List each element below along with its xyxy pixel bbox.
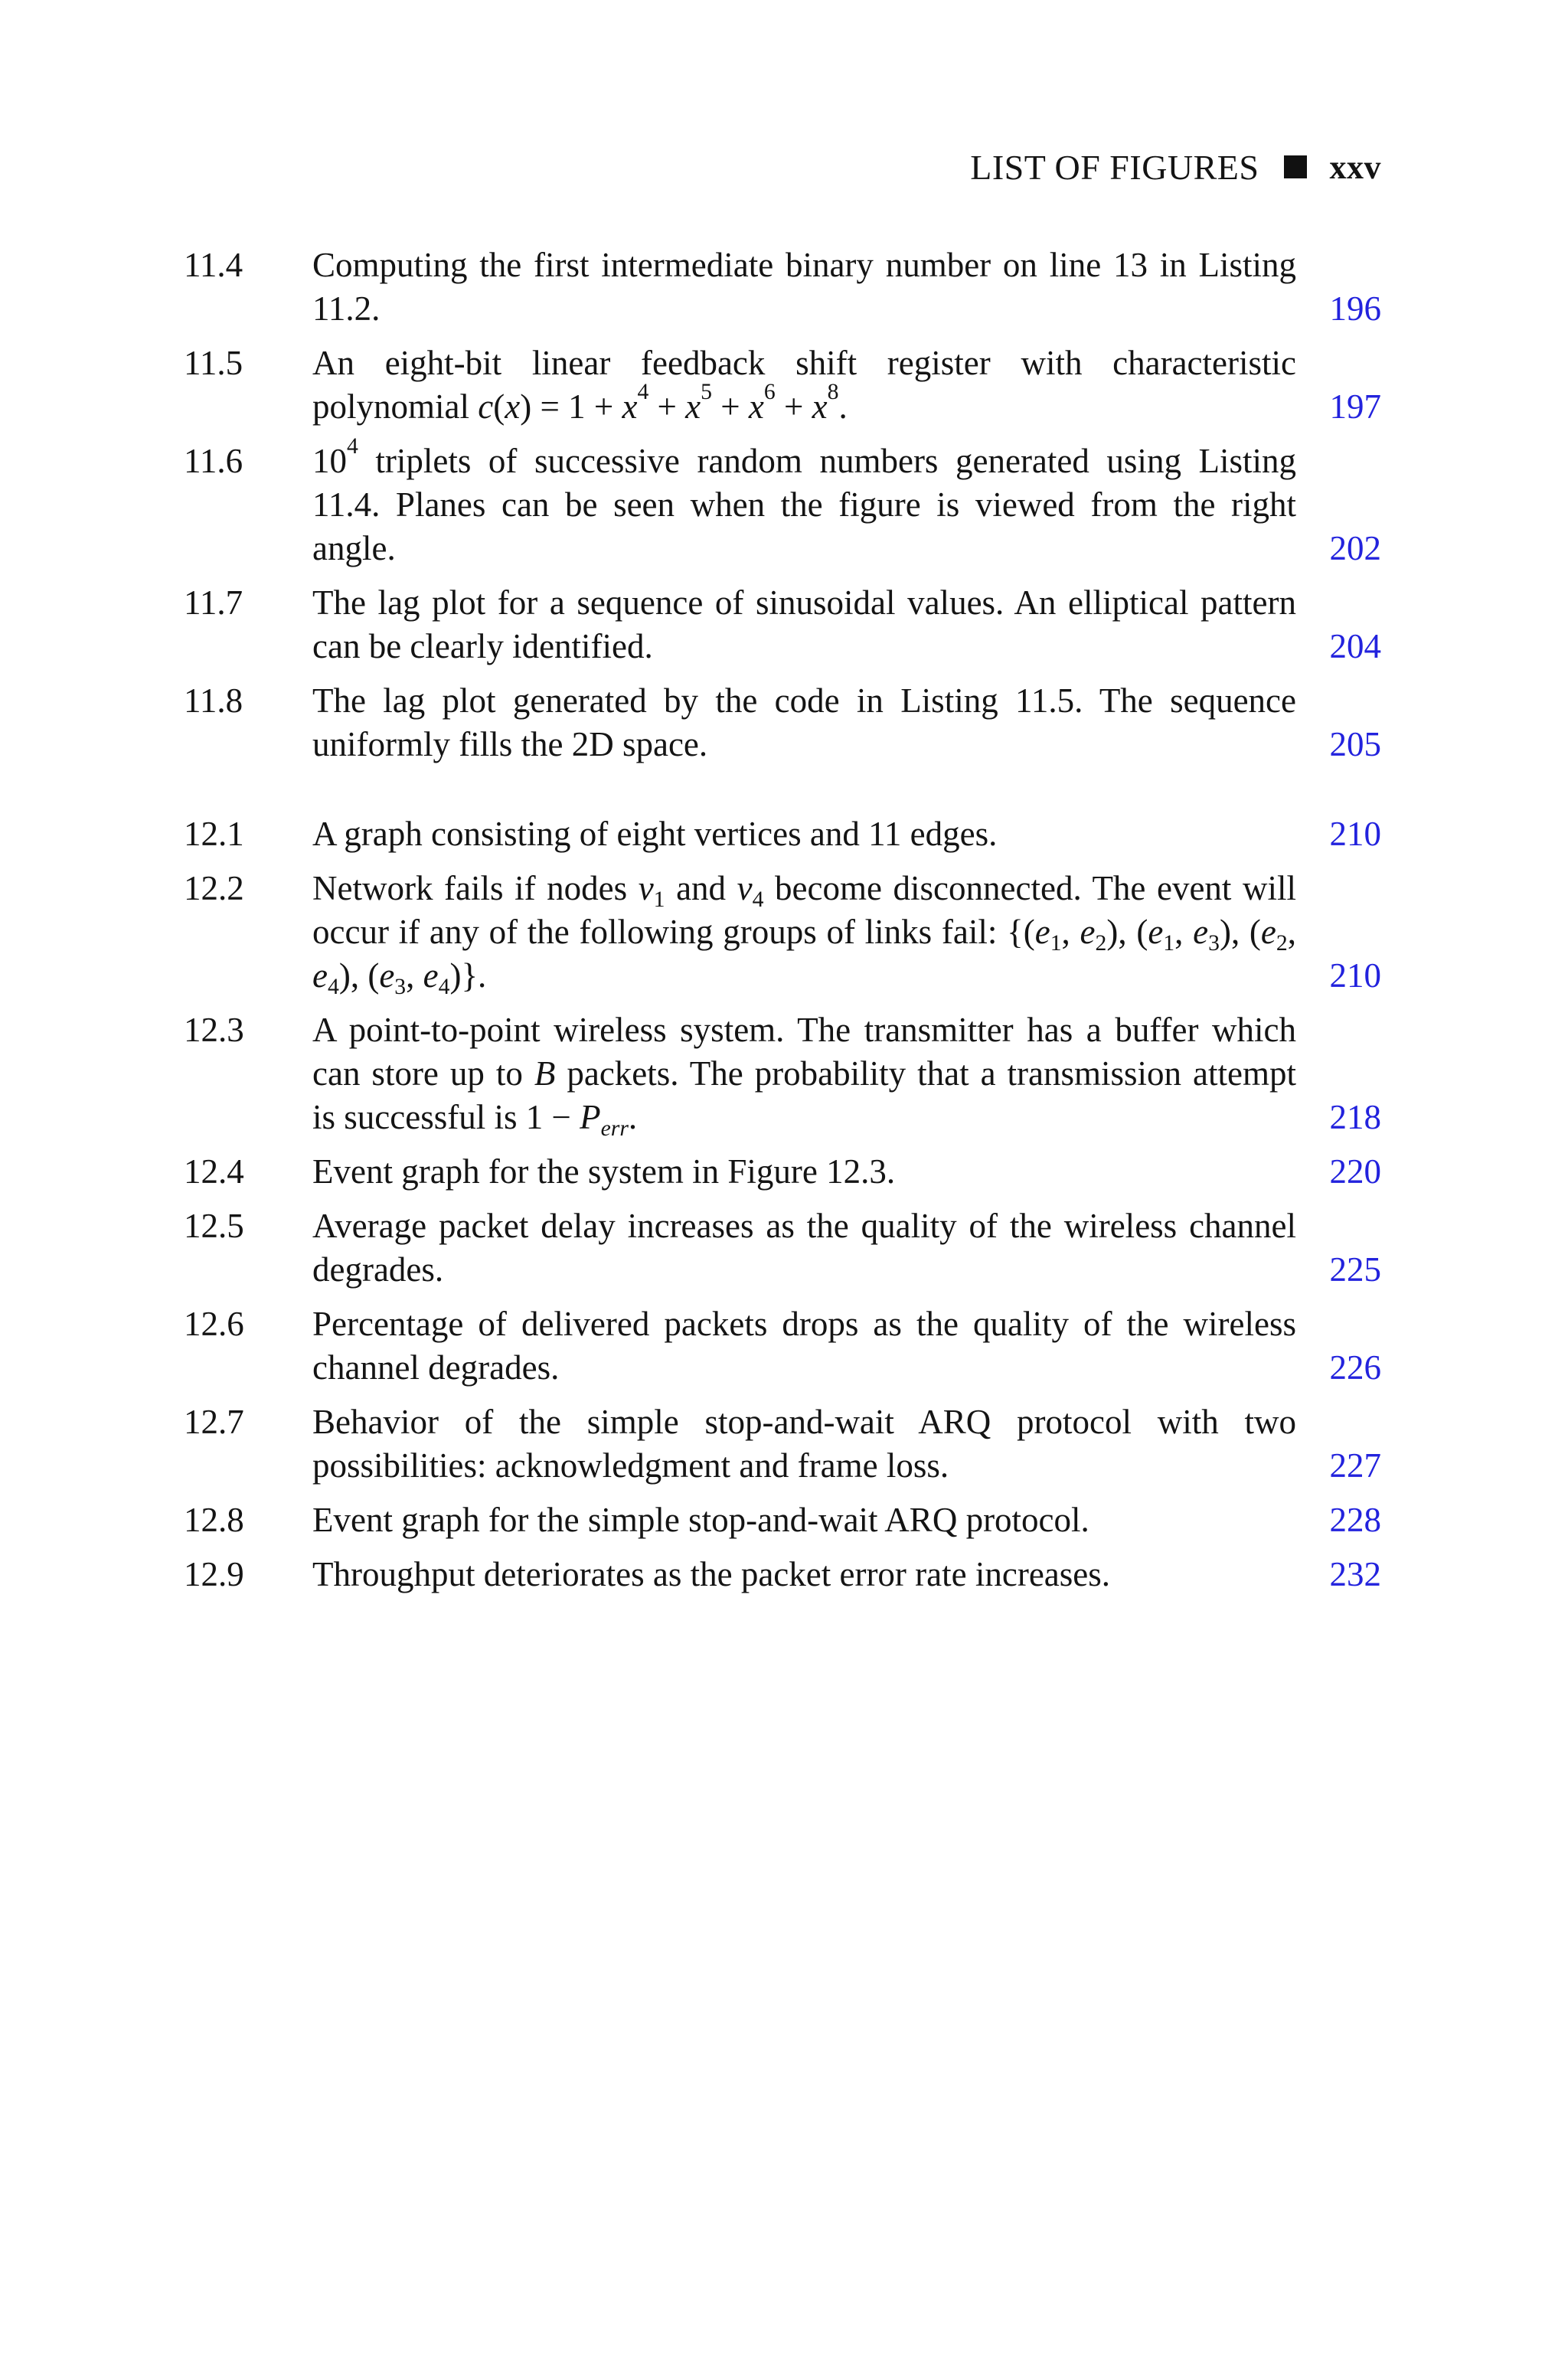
figure-caption: $10^4$ triplets of successive random numbers generated using Listing 11.4. Planes can be seen when the figure is viewed from the right angle.	[312, 433, 1296, 567]
page-link[interactable]: 196	[1329, 289, 1381, 328]
running-header	[970, 144, 1381, 190]
figure-caption: Average packet delay increases as the quality of the wireless channel degrades.	[312, 1207, 1296, 1289]
figure-caption: Behavior of the simple stop-and-wait ARQ protocol with two possibilities: acknowledgment and frame loss.	[312, 1403, 1296, 1485]
page-link[interactable]: 204	[1329, 627, 1381, 665]
figure-caption: Network fails if nodes $v_1$ and $v_4$ become disconnected. The event will occur if any of the following groups of links fail: {($e_1$, $e_2$), ($e_1$, $e_3$), ($e_2$, $e_4$), ($e_3$, $e_4$)}.	[312, 869, 1296, 999]
figure-entry	[184, 1498, 1381, 1542]
page-link[interactable]: 226	[1329, 1348, 1381, 1387]
figure-entry	[184, 243, 1381, 331]
figure-caption: Throughput deteriorates as the packet error rate increases.	[312, 1555, 1111, 1593]
figure-entry	[184, 867, 1381, 998]
page-link[interactable]: 227	[1329, 1446, 1381, 1485]
page-link[interactable]: 232	[1329, 1555, 1381, 1593]
list-of-figures	[184, 243, 1381, 1607]
page-link[interactable]: 202	[1329, 529, 1381, 567]
figure-number: 12.6	[184, 1305, 244, 1343]
figure-caption: Computing the first intermediate binary number on line 13 in Listing 11.2.	[312, 246, 1296, 328]
figure-caption: Event graph for the simple stop-and-wait ARQ protocol.	[312, 1501, 1089, 1539]
page-link[interactable]: 197	[1329, 387, 1381, 426]
figure-number: 12.1	[184, 815, 244, 853]
page-link[interactable]: 210	[1329, 956, 1381, 995]
figure-caption: A graph consisting of eight vertices and 11 edges.	[312, 815, 998, 853]
figure-number: 12.7	[184, 1403, 244, 1441]
figure-entry	[184, 1400, 1381, 1488]
figure-entry	[184, 581, 1381, 668]
figure-number: 12.2	[184, 869, 244, 907]
figure-number: 12.5	[184, 1207, 244, 1245]
figure-caption: A point-to-point wireless system. The transmitter has a buffer which can store up to B packets. The probability that a transmission attempt is successful is $1 - P_{err}$.	[312, 1011, 1296, 1141]
page-link[interactable]: 210	[1329, 815, 1381, 853]
figure-entry	[184, 341, 1381, 429]
page-link[interactable]: 228	[1329, 1501, 1381, 1539]
page-link[interactable]: 205	[1329, 725, 1381, 763]
figure-entry	[184, 1302, 1381, 1390]
figure-entry	[184, 433, 1381, 570]
figure-caption: The lag plot generated by the code in Listing 11.5. The sequence uniformly fills the 2D space.	[312, 681, 1296, 763]
figure-caption: An eight-bit linear feedback shift register with characteristic polynomial $c(x) = 1 + x^4 + x^5 + x^6 + x^8$.	[312, 344, 1296, 426]
figure-caption: The lag plot for a sequence of sinusoidal values. An elliptical pattern can be clearly identified.	[312, 583, 1296, 665]
figure-entry	[184, 1150, 1381, 1194]
figure-entry	[184, 1204, 1381, 1292]
figure-number: 12.4	[184, 1152, 244, 1191]
figure-caption: Percentage of delivered packets drops as the quality of the wireless channel degrades.	[312, 1305, 1296, 1387]
square-bullet-icon	[1284, 155, 1307, 178]
figure-number: 12.9	[184, 1555, 244, 1593]
figure-number: 12.3	[184, 1011, 244, 1049]
figure-caption: Event graph for the system in Figure 12.3.	[312, 1152, 896, 1191]
figure-number: 11.6	[184, 442, 243, 480]
page-link[interactable]: 218	[1329, 1098, 1381, 1136]
figure-number: 11.8	[184, 681, 243, 720]
figure-entry	[184, 812, 1381, 856]
figure-number: 12.8	[184, 1501, 244, 1539]
figure-number: 11.5	[184, 344, 243, 382]
figure-entry	[184, 679, 1381, 766]
page-link[interactable]: 225	[1329, 1250, 1381, 1289]
page-number: xxv	[1329, 148, 1381, 186]
page-link[interactable]: 220	[1329, 1152, 1381, 1191]
figure-entry	[184, 1553, 1381, 1596]
running-header-title: LIST OF FIGURES	[970, 147, 1259, 187]
figure-number: 11.7	[184, 583, 243, 622]
figure-entry	[184, 1008, 1381, 1139]
figure-number: 11.4	[184, 246, 243, 284]
